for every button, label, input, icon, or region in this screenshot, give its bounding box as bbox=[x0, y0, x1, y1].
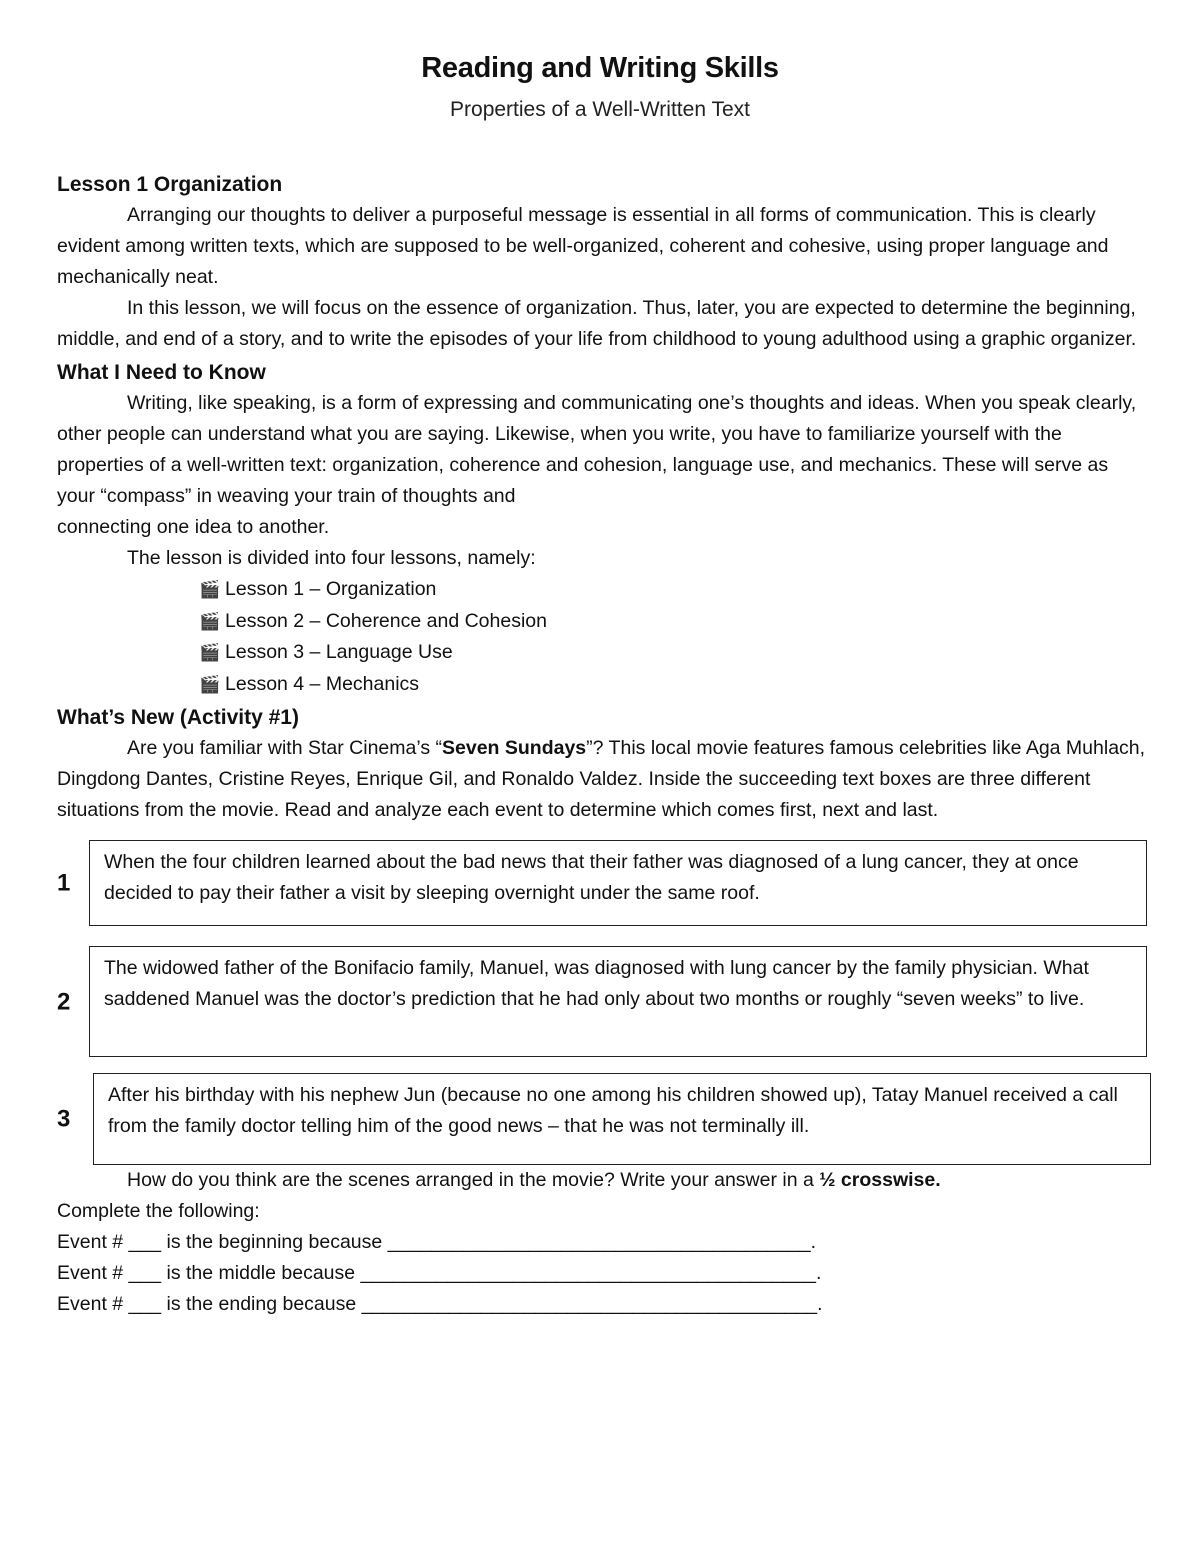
answer-line-beginning: Event # ___ is the beginning because _______________________________________. bbox=[57, 1231, 817, 1253]
event-number: 3 bbox=[57, 1105, 71, 1133]
event-row-2 bbox=[57, 946, 1147, 1057]
need-to-know-paragraph-1 bbox=[57, 388, 1147, 512]
document-body bbox=[57, 169, 1147, 1320]
list-item: 🎬 Lesson 4 – Mechanics bbox=[57, 669, 1147, 701]
event-text-box: The widowed father of the Bonifacio family, Manuel, was diagnosed with lung cancer by the family physician. What saddened Manuel was the doctor’s prediction that he had only about two months or roughly “seven weeks” to live. bbox=[89, 946, 1147, 1057]
page-title: Reading and Writing Skills bbox=[421, 52, 779, 84]
lesson1-paragraph-1: Arranging our thoughts to deliver a purposeful message is essential in all forms of communication. This is clearly evident among written texts, which are supposed to be well-organized, coherent and cohesive, using proper language and mechanically neat. bbox=[57, 204, 1109, 288]
complete-instruction: Complete the following: bbox=[57, 1200, 260, 1222]
answer-line-middle: Event # ___ is the middle because __________________________________________. bbox=[57, 1262, 822, 1284]
need-to-know-paragraph-1-end: connecting one idea to another. bbox=[57, 516, 330, 538]
need-to-know-heading: What I Need to Know bbox=[57, 361, 266, 384]
event-number: 2 bbox=[57, 988, 71, 1015]
clapperboard-icon: 🎬 bbox=[199, 674, 221, 694]
page-subtitle: Properties of a Well-Written Text bbox=[450, 98, 750, 121]
question-text: How do you think are the scenes arranged in the movie? Write your answer in a ½ crosswise. bbox=[127, 1169, 941, 1191]
event-text-box: When the four children learned about the bad news that their father was diagnosed of a lung cancer, they at once decided to pay their father a visit by sleeping overnight under the same roof. bbox=[89, 840, 1147, 926]
whats-new-intro: Are you familiar with Star Cinema’s “Seven Sundays”? This local movie features famous celebrities like Aga Muhlach, Dingdong Dantes, Cristine Reyes, Enrique Gil, and Ronaldo Valdez. Inside the succeeding text boxes are three different situations from the movie. Read and analyze each event to determine which comes first, next and last. bbox=[57, 737, 1146, 821]
list-item: 🎬 Lesson 2 – Coherence and Cohesion bbox=[57, 606, 1147, 638]
lesson1-heading: Lesson 1 Organization bbox=[57, 173, 283, 196]
answer-format: ½ crosswise. bbox=[819, 1169, 941, 1191]
clapperboard-icon: 🎬 bbox=[199, 580, 221, 599]
lesson1-paragraph-2: In this lesson, we will focus on the essence of organization. Thus, later, you are expected to determine the beginning, middle, and end of a story, and to write the episodes of your life from childhood to young adulthood using a graphic organizer. bbox=[57, 297, 1137, 350]
list-item: 🎬 Lesson 3 – Language Use bbox=[57, 637, 1147, 669]
whats-new-heading: What’s New (Activity #1) bbox=[57, 706, 299, 729]
list-item: 🎬 Lesson 1 – Organization bbox=[57, 574, 1147, 606]
answer-line-ending: Event # ___ is the ending because __________________________________________. bbox=[57, 1293, 823, 1315]
event-number: 1 bbox=[57, 869, 71, 897]
event-row-3 bbox=[57, 1073, 1147, 1165]
event-row-1 bbox=[57, 840, 1147, 926]
clapperboard-icon: 🎬 bbox=[199, 643, 221, 662]
need-to-know-paragraph-2: The lesson is divided into four lessons, namely: bbox=[127, 547, 536, 569]
clapperboard-icon: 🎬 bbox=[199, 611, 221, 631]
need-to-know-paragraph-1-text: Writing, like speaking, is a form of expressing and communicating one’s thoughts and ideas. When you speak clearly, other people can understand what you are saying. Likewise, when you write, you have to familiarize yourself with the properties of a well-written text: organization, coherence and cohesion, language use, and mechanics. These will serve as your “compass” in weaving your train of thoughts and bbox=[57, 392, 1137, 507]
event-text-box: After his birthday with his nephew Jun (because no one among his children showed up), Tatay Manuel received a call from the family doctor telling him of the good news – that he was not terminally ill. bbox=[93, 1073, 1151, 1165]
lesson-list bbox=[57, 574, 1147, 700]
movie-title: Seven Sundays bbox=[442, 737, 587, 759]
